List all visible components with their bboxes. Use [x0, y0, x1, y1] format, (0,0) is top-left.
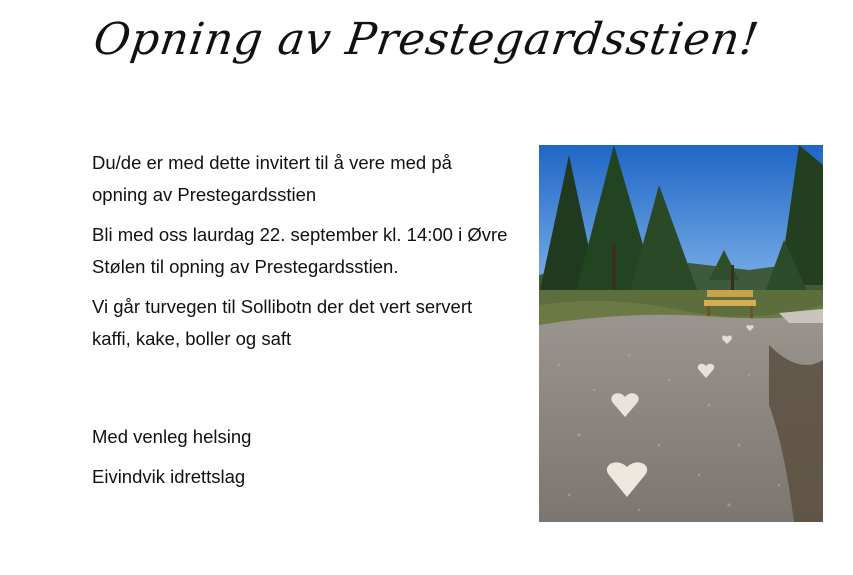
page-title: Opning av Prestegardsstien! [90, 14, 763, 65]
trail-photo-image [539, 145, 823, 522]
spacer [92, 363, 512, 421]
paragraph-time-place: Bli med oss laurdag 22. september kl. 14:00 i Øvre Stølen til opning av Prestegardsstien. [92, 224, 508, 277]
signature-text: Eivindvik idrettslag [92, 466, 246, 487]
paragraph-refreshments: Vi går turvegen til Sollibotn der det vert servert kaffi, kake, boller og saft [92, 296, 473, 349]
invitation-text [92, 147, 512, 501]
closing-text: Med venleg helsing [92, 426, 252, 447]
trail-photo [539, 145, 823, 522]
paragraph-invite: Du/de er med dette invitert til å vere med på opning av Prestegardsstien [92, 152, 452, 205]
